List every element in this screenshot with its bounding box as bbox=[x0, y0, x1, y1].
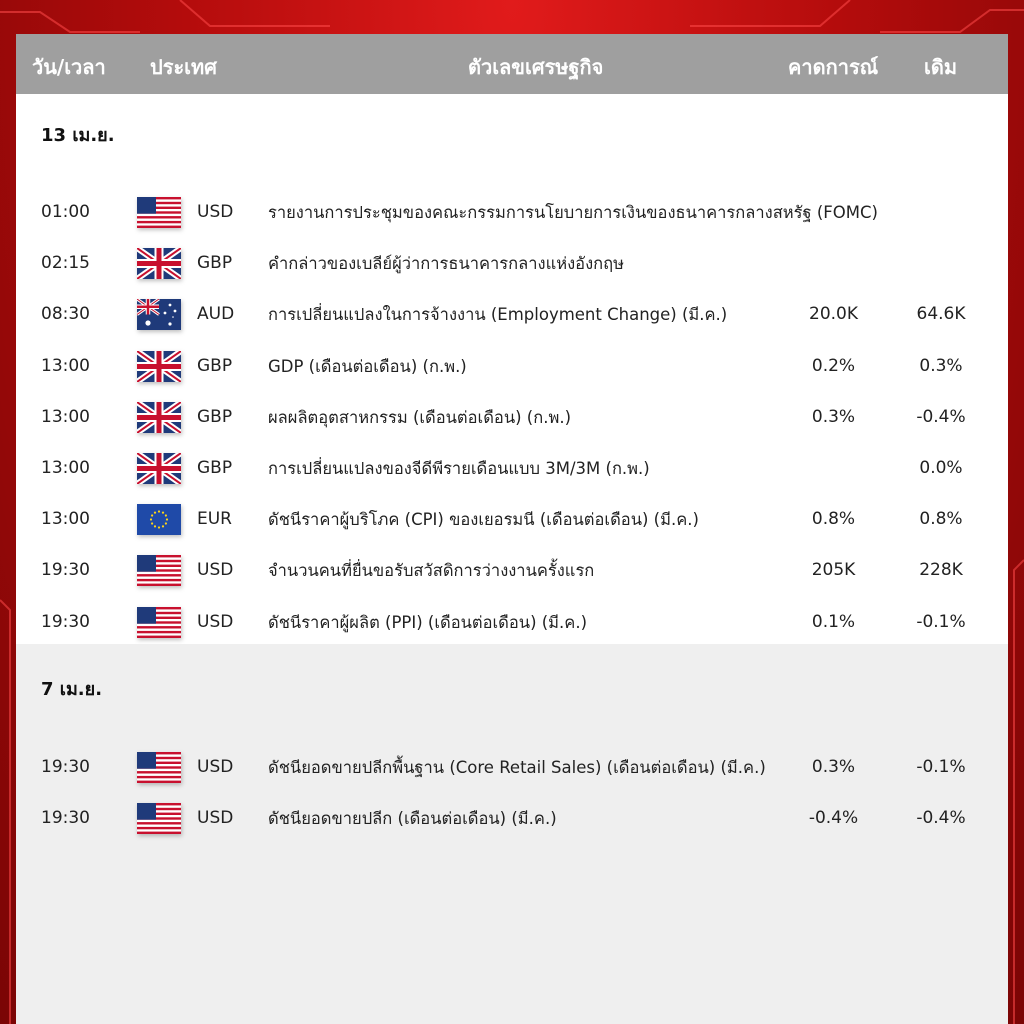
table-row bbox=[16, 494, 1008, 545]
country-flag bbox=[137, 402, 181, 433]
currency-code: EUR bbox=[197, 509, 232, 530]
country-flag bbox=[137, 351, 181, 382]
indicator-name: การเปลี่ยนแปลงในการจ้างงาน (Employment Change) (มี.ค.) bbox=[268, 305, 728, 325]
us-flag-icon bbox=[137, 607, 181, 638]
indicator-name: รายงานการประชุมของคณะกรรมการนโยบายการเงินของธนาคารกลางสหรัฐ (FOMC) bbox=[268, 203, 878, 222]
indicator-name: คำกล่าวของเบลีย์ผู้ว่าการธนาคารกลางแห่งอังกฤษ bbox=[268, 254, 624, 274]
header-time: วัน/เวลา bbox=[32, 55, 106, 79]
date-section-7-apr bbox=[16, 644, 1008, 1024]
forecast-value: 205K bbox=[811, 560, 856, 581]
country-flag bbox=[137, 504, 181, 535]
indicator-name: ดัชนียอดขายปลีกพื้นฐาน (Core Retail Sales) (เดือนต่อเดือน) (มี.ค.) bbox=[268, 758, 766, 777]
table-row bbox=[16, 392, 1008, 443]
event-time: 02:15 bbox=[41, 253, 90, 274]
currency-code: GBP bbox=[197, 406, 233, 427]
forecast-value: 0.2% bbox=[811, 355, 856, 376]
eu-flag-icon bbox=[137, 504, 181, 535]
indicator-name: GDP (เดือนต่อเดือน) (ก.พ.) bbox=[268, 356, 467, 376]
indicator-name: ดัชนีราคาผู้ผลิต (PPI) (เดือนต่อเดือน) (มี.ค.) bbox=[268, 612, 588, 632]
header-previous: เดิม bbox=[924, 55, 958, 79]
currency-code: USD bbox=[197, 757, 234, 777]
previous-value: -0.1% bbox=[916, 757, 966, 777]
table-row bbox=[16, 187, 1008, 238]
event-time: 13:00 bbox=[41, 458, 90, 478]
event-time: 13:00 bbox=[41, 406, 90, 427]
australia-flag-icon bbox=[137, 299, 181, 330]
event-time: 13:00 bbox=[41, 355, 90, 376]
currency-code: AUD bbox=[197, 304, 235, 325]
country-flag bbox=[137, 803, 181, 834]
event-time: 19:30 bbox=[41, 611, 90, 632]
currency-code: GBP bbox=[197, 458, 233, 478]
currency-code: USD bbox=[197, 808, 234, 829]
table-row bbox=[16, 341, 1008, 392]
previous-value: -0.4% bbox=[916, 406, 966, 427]
forecast-value: 0.3% bbox=[811, 757, 856, 777]
country-flag bbox=[137, 453, 181, 484]
table-row bbox=[16, 443, 1008, 494]
table-row bbox=[16, 289, 1008, 340]
us-flag-icon bbox=[137, 752, 181, 783]
uk-flag-icon bbox=[137, 402, 181, 433]
country-flag bbox=[137, 607, 181, 638]
event-time: 19:30 bbox=[41, 560, 90, 581]
country-flag bbox=[137, 555, 181, 586]
table-row bbox=[16, 238, 1008, 289]
forecast-value: 0.8% bbox=[811, 509, 856, 530]
table-header bbox=[16, 34, 1008, 94]
currency-code: GBP bbox=[197, 253, 233, 274]
table-row bbox=[16, 742, 1008, 793]
country-flag bbox=[137, 299, 181, 330]
previous-value: 0.0% bbox=[919, 458, 963, 478]
event-time: 08:30 bbox=[41, 304, 90, 325]
country-flag bbox=[137, 248, 181, 279]
us-flag-icon bbox=[137, 555, 181, 586]
country-flag bbox=[137, 752, 181, 783]
forecast-value: -0.4% bbox=[808, 808, 859, 829]
header-indicator: ตัวเลขเศรษฐกิจ bbox=[468, 55, 604, 79]
table-row bbox=[16, 597, 1008, 648]
indicator-name: จำนวนคนที่ยื่นขอรับสวัสดิการว่างงานครั้งแรก bbox=[268, 561, 595, 581]
previous-value: -0.4% bbox=[916, 808, 966, 829]
section-date: 7 เม.ย. bbox=[41, 679, 103, 700]
table-row bbox=[16, 545, 1008, 596]
currency-code: USD bbox=[197, 202, 234, 222]
previous-value: -0.1% bbox=[916, 611, 966, 632]
previous-value: 228K bbox=[919, 560, 963, 581]
uk-flag-icon bbox=[137, 453, 181, 484]
header-country: ประเทศ bbox=[150, 55, 217, 79]
indicator-name: การเปลี่ยนแปลงของจีดีพีรายเดือนแบบ 3M/3M (ก.พ.) bbox=[268, 459, 650, 478]
currency-code: USD bbox=[197, 560, 234, 581]
uk-flag-icon bbox=[137, 351, 181, 382]
previous-value: 0.8% bbox=[919, 509, 963, 530]
currency-code: USD bbox=[197, 611, 234, 632]
previous-value: 64.6K bbox=[916, 304, 966, 325]
uk-flag-icon bbox=[137, 248, 181, 279]
indicator-name: ดัชนียอดขายปลีก (เดือนต่อเดือน) (มี.ค.) bbox=[268, 809, 557, 829]
event-time: 19:30 bbox=[41, 757, 90, 777]
event-time: 13:00 bbox=[41, 509, 90, 530]
forecast-value: 0.3% bbox=[811, 406, 856, 427]
country-flag bbox=[137, 197, 181, 228]
us-flag-icon bbox=[137, 803, 181, 834]
date-section-13-apr bbox=[16, 94, 1008, 644]
economic-calendar-panel bbox=[16, 34, 1008, 1024]
header-forecast: คาดการณ์ bbox=[788, 55, 879, 79]
indicator-name: ดัชนีราคาผู้บริโภค (CPI) ของเยอรมนี (เดือนต่อเดือน) (มี.ค.) bbox=[268, 510, 699, 530]
forecast-value: 20.0K bbox=[809, 304, 858, 325]
us-flag-icon bbox=[137, 197, 181, 228]
forecast-value: 0.1% bbox=[811, 611, 856, 632]
currency-code: GBP bbox=[197, 355, 233, 376]
section-date: 13 เม.ย. bbox=[41, 125, 115, 146]
previous-value: 0.3% bbox=[919, 355, 963, 376]
indicator-name: ผลผลิตอุตสาหกรรม (เดือนต่อเดือน) (ก.พ.) bbox=[268, 407, 572, 427]
event-time: 19:30 bbox=[41, 808, 90, 829]
event-time: 01:00 bbox=[41, 202, 90, 222]
table-row bbox=[16, 793, 1008, 844]
